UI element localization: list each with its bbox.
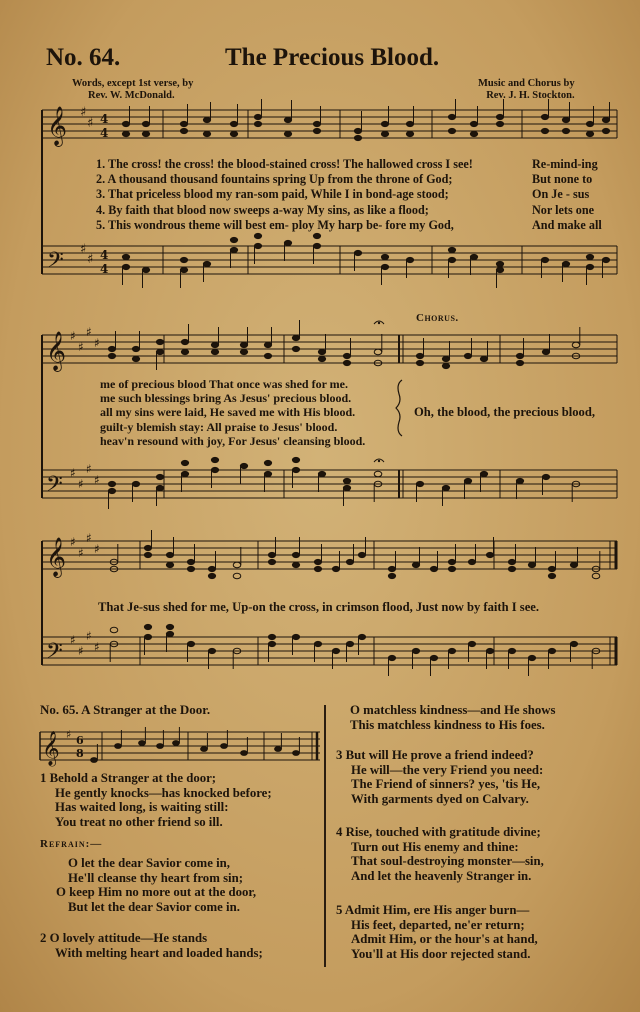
music-credit-author: Rev. J. H. Stockton. — [486, 90, 575, 101]
svg-text:♯: ♯ — [86, 531, 92, 545]
words-credit-line: Words, except 1st verse, by — [72, 78, 194, 89]
svg-text:𝄞: 𝄞 — [47, 106, 68, 146]
verse2-line2: With melting heart and loaded hands; — [55, 945, 263, 960]
verse5-line2: His feet, departed, ne'er return; — [351, 917, 525, 932]
hymn65-verse-5 — [336, 903, 538, 961]
verse4-line3: That soul-destroying monster—sin, — [351, 854, 544, 869]
verse5-line4: You'll at His door rejected stand. — [351, 946, 531, 961]
verse3-line1: 3 But will He prove a friend indeed? — [336, 748, 534, 762]
verse-4-line2: guilt-y blemish stay: All praise to Jesus' blood. — [100, 419, 338, 434]
verse-3-line1: 3. That priceless blood my ran-som paid, While I in bond-age stood; On Je - sus — [96, 187, 590, 202]
svg-text:♯: ♯ — [94, 336, 100, 350]
svg-text:♯: ♯ — [87, 116, 94, 131]
verse-2-line2: me such blessings bring As Jesus' precious blood. — [100, 391, 352, 406]
hymn-number: No. 64. — [46, 44, 121, 71]
verse4-line4: And let the heavenly Stranger in. — [351, 868, 532, 883]
words-credit-author: Rev. W. McDonald. — [88, 90, 175, 101]
chorus-lyric-line1: Oh, the blood, the precious blood, — [414, 405, 596, 419]
refrain-line3: O keep Him no more out at the door, — [56, 885, 257, 900]
svg-text:𝄢: 𝄢 — [46, 639, 63, 669]
verse-2-line1: 2. A thousand thousand fountains spring Up from the throne of God; But none to — [96, 172, 593, 187]
svg-text:♯: ♯ — [94, 640, 100, 654]
verse4-line2: Turn out His enemy and thine: — [351, 839, 519, 854]
chorus-lyric-line2: That Je-sus shed for me, Up-on the cross, in crimson flood, Just now by faith I see. — [98, 600, 540, 614]
svg-text:𝄢: 𝄢 — [46, 472, 63, 502]
svg-text:8: 8 — [76, 747, 84, 760]
verse4-line1: 4 Rise, touched with gratitude divine; — [336, 825, 541, 839]
verse-5-line1: 5. This wondrous theme will best em- ploy My harp be- fore my God, And make all — [96, 217, 602, 232]
hymn-title: The Precious Blood. — [225, 44, 440, 71]
svg-text:♯: ♯ — [86, 325, 92, 339]
svg-text:6: 6 — [76, 734, 84, 747]
verse2-line3: O matchless kindness—and He shows — [350, 703, 556, 717]
verse5-line3: Admit Him, or the hour's at hand, — [351, 932, 538, 947]
svg-text:4: 4 — [100, 112, 109, 126]
svg-text:♯: ♯ — [70, 329, 76, 343]
refrain-line2: He'll cleanse thy heart from sin; — [68, 870, 243, 885]
verse3-line3: The Friend of sinners? yes, 'tis He, — [351, 777, 541, 792]
verse1-line2: He gently knocks—has knocked before; — [55, 785, 272, 800]
verse3-line4: With garments dyed on Calvary. — [351, 791, 529, 806]
svg-text:♯: ♯ — [78, 644, 84, 658]
music-credit-line: Music and Chorus by — [478, 78, 575, 89]
svg-text:4: 4 — [100, 126, 109, 140]
hymn65-verse-3 — [336, 748, 543, 806]
svg-text:4: 4 — [100, 262, 109, 276]
svg-text:♯: ♯ — [78, 340, 84, 354]
verse-5-line2: heav'n resound with joy, For Jesus' cleansing blood. — [100, 433, 366, 448]
column-divider — [324, 705, 326, 967]
svg-text:4: 4 — [100, 248, 109, 262]
svg-text:♯: ♯ — [78, 546, 84, 560]
hymn65-verse-4 — [336, 825, 544, 883]
svg-text:𝄞: 𝄞 — [42, 731, 60, 766]
verse-4-line1: 4. By faith that blood now sweeps a-way My sins, as like a flood; Nor lets one — [96, 202, 595, 217]
chorus-label: Chorus. — [416, 312, 459, 324]
svg-text:♯: ♯ — [94, 542, 100, 556]
svg-text:♯: ♯ — [80, 242, 87, 257]
svg-text:𝄞: 𝄞 — [46, 537, 67, 577]
verse2-line1: 2 O lovely attitude—He stands — [40, 931, 208, 945]
verse1-line3: Has waited long, is waiting still: — [55, 800, 229, 815]
hymn65-verse-2-continued — [350, 703, 556, 732]
verse2-line4: This matchless kindness to His foes. — [350, 717, 545, 732]
svg-text:♯: ♯ — [80, 105, 87, 120]
verse-1-line1: 1. The cross! the cross! the blood-stained cross! The hallowed cross I see! Re-mind-ing — [96, 157, 598, 171]
svg-text:♯: ♯ — [78, 477, 84, 491]
svg-text:♯: ♯ — [94, 473, 100, 487]
refrain-line1: O let the dear Savior come in, — [68, 856, 230, 870]
refrain-label: Refrain:— — [40, 838, 103, 850]
hymn65-verse-2 — [40, 931, 263, 960]
verse5-line1: 5 Admit Him, ere His anger burn— — [336, 903, 530, 917]
verse1-line4: You treat no other friend so ill. — [55, 814, 223, 829]
svg-text:♯: ♯ — [86, 462, 92, 476]
verse-3-line2: all my sins were laid, He saved me with His blood. — [100, 405, 356, 420]
refrain-line4: But let the dear Savior come in. — [68, 899, 240, 914]
hymn65-heading: No. 65. A Stranger at the Door. — [40, 702, 211, 717]
hymn65-verse-1 — [40, 771, 272, 829]
svg-text:𝄞: 𝄞 — [46, 331, 67, 371]
svg-text:♯: ♯ — [70, 466, 76, 480]
svg-text:♯: ♯ — [86, 629, 92, 643]
svg-text:♯: ♯ — [70, 535, 76, 549]
svg-text:♯: ♯ — [66, 728, 72, 741]
hymn65-refrain — [56, 856, 256, 914]
verse3-line2: He will—the very Friend you need: — [351, 762, 544, 777]
svg-text:𝄢: 𝄢 — [47, 248, 64, 278]
svg-text:♯: ♯ — [70, 633, 76, 647]
verse-1-line2: me of precious blood That once was shed for me. — [100, 377, 349, 391]
verse1-line1: 1 Behold a Stranger at the door; — [40, 771, 217, 785]
svg-text:♯: ♯ — [87, 252, 94, 267]
